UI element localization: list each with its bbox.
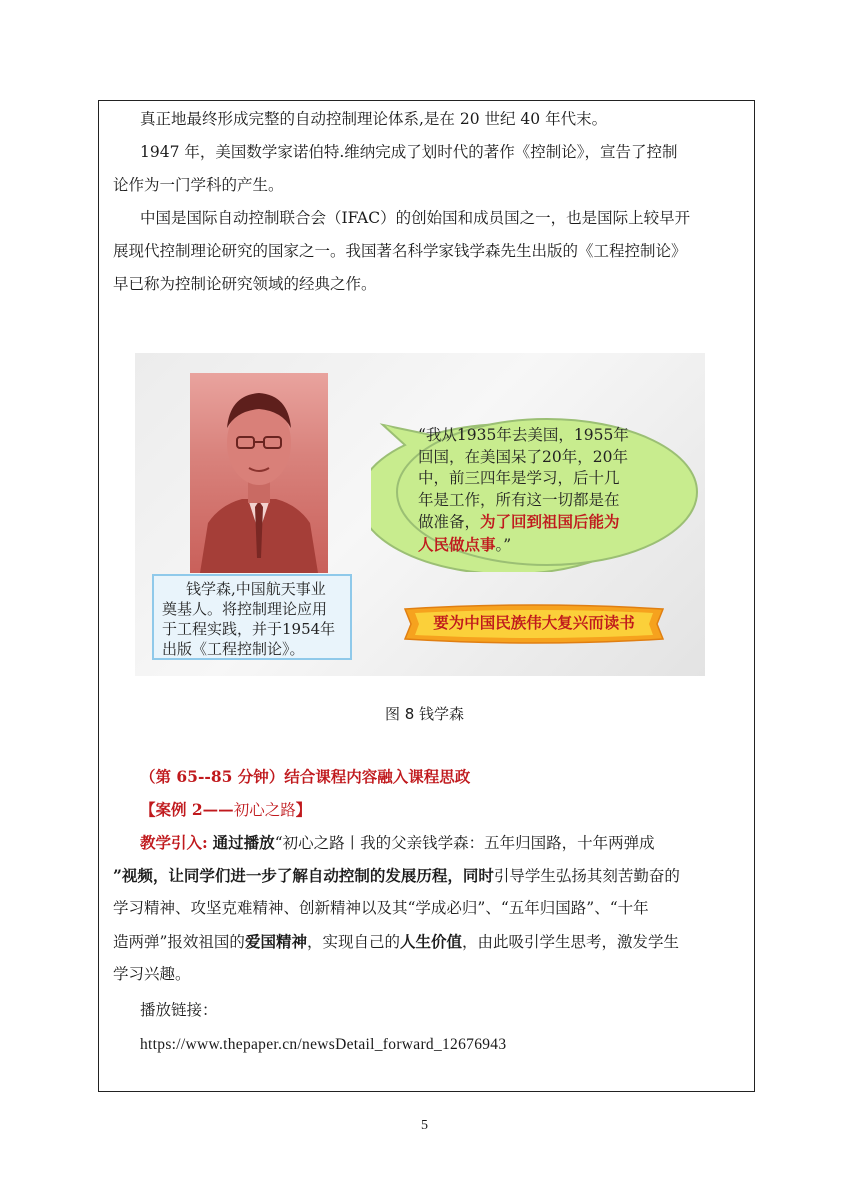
quote-highlight-2: 人民做点事 — [418, 534, 496, 554]
case-prefix: 【案例 2—— — [140, 800, 234, 819]
case-suffix: 】 — [295, 800, 312, 819]
quote-end: 。” — [495, 535, 512, 554]
banner-slogan: 要为中国民族伟大复兴而读书 — [433, 613, 635, 632]
video-link[interactable]: https://www.thepaper.cn/newsDetail_forward_12676943 — [140, 1036, 507, 1053]
line4-c: ，实现自己的 — [306, 933, 400, 951]
intro-text-d: 引导学生弘扬其刻苦勤奋的 — [493, 867, 680, 885]
intro-label: 教学引入: — [140, 833, 208, 852]
quote-line-4: 年是工作，所有这一切都是在 — [418, 490, 620, 509]
caption-line-3: 于工程实践，并于1954年 — [162, 620, 336, 638]
figure-label: 图 8 钱学森 — [384, 705, 465, 723]
quote-line-1: “我从1935年去美国，1955年 — [418, 426, 629, 444]
intro-line-2 — [113, 859, 740, 893]
paragraph-1: 真正地最终形成完整的自动控制理论体系,是在 20 世纪 40 年代末。 — [140, 110, 608, 128]
intro-line-5: 学习兴趣。 — [113, 965, 191, 983]
link-label: 播放链接： — [140, 1001, 218, 1019]
line4-e: ，由此吸引学生思考，激发学生 — [461, 933, 679, 951]
quote-text — [418, 425, 648, 556]
paragraph-3-line-1: 中国是国际自动控制联合会（IFAC）的创始国和成员国之一，也是国际上较早开 — [140, 209, 691, 227]
intro-line-1 — [140, 826, 740, 860]
paragraph-2-line-1: 1947 年，美国数学家诺伯特.维纳完成了划时代的著作《控制论》，宣告了控制 — [140, 143, 678, 161]
intro-text-c: ”视频，让同学们进一步了解自动控制的发展历程，同时 — [113, 866, 494, 885]
intro-line-4 — [113, 925, 740, 959]
quote-line-2: 回国，在美国呆了20年，20年 — [418, 447, 628, 466]
portrait-caption — [152, 574, 352, 660]
line4-b: 爱国精神 — [244, 932, 307, 951]
intro-text-b: “初心之路丨我的父亲钱学森：五年归国路，十年两弹成 — [274, 834, 655, 852]
intro-line-3: 学习精神、攻坚克难精神、创新精神以及其“学成必归”、“五年归国路”、“十年 — [113, 899, 649, 917]
figure-qian-xuesen — [135, 353, 705, 676]
section-heading: （第 65--85 分钟）结合课程内容融入课程思政 — [140, 767, 471, 786]
case-title — [140, 793, 740, 827]
paragraph-3-line-2: 展现代控制理论研究的国家之一。我国著名科学家钱学森先生出版的《工程控制论》 — [113, 242, 687, 260]
quote-highlight-1: 为了回到祖国后能为 — [480, 512, 620, 531]
line4-d: 人生价值 — [399, 932, 462, 951]
quote-line-5: 做准备， — [418, 513, 481, 531]
portrait-photo — [190, 373, 328, 573]
quote-line-3: 中，前三四年是学习，后十几 — [418, 469, 620, 487]
caption-line-2: 奠基人。将控制理论应用 — [162, 600, 328, 618]
line4-a: 造两弹”报效祖国的 — [113, 933, 245, 951]
page-number: 5 — [421, 1118, 428, 1133]
case-name: 初心之路 — [233, 801, 296, 819]
caption-line-1: 钱学森,中国航天事业 — [186, 580, 326, 598]
paragraph-2-line-2: 论作为一门学科的产生。 — [113, 176, 284, 194]
caption-line-4: 出版《工程控制论》。 — [162, 640, 305, 658]
intro-text-a: 通过播放 — [212, 833, 275, 852]
paragraph-3-line-3: 早已称为控制论研究领域的经典之作。 — [113, 275, 377, 293]
